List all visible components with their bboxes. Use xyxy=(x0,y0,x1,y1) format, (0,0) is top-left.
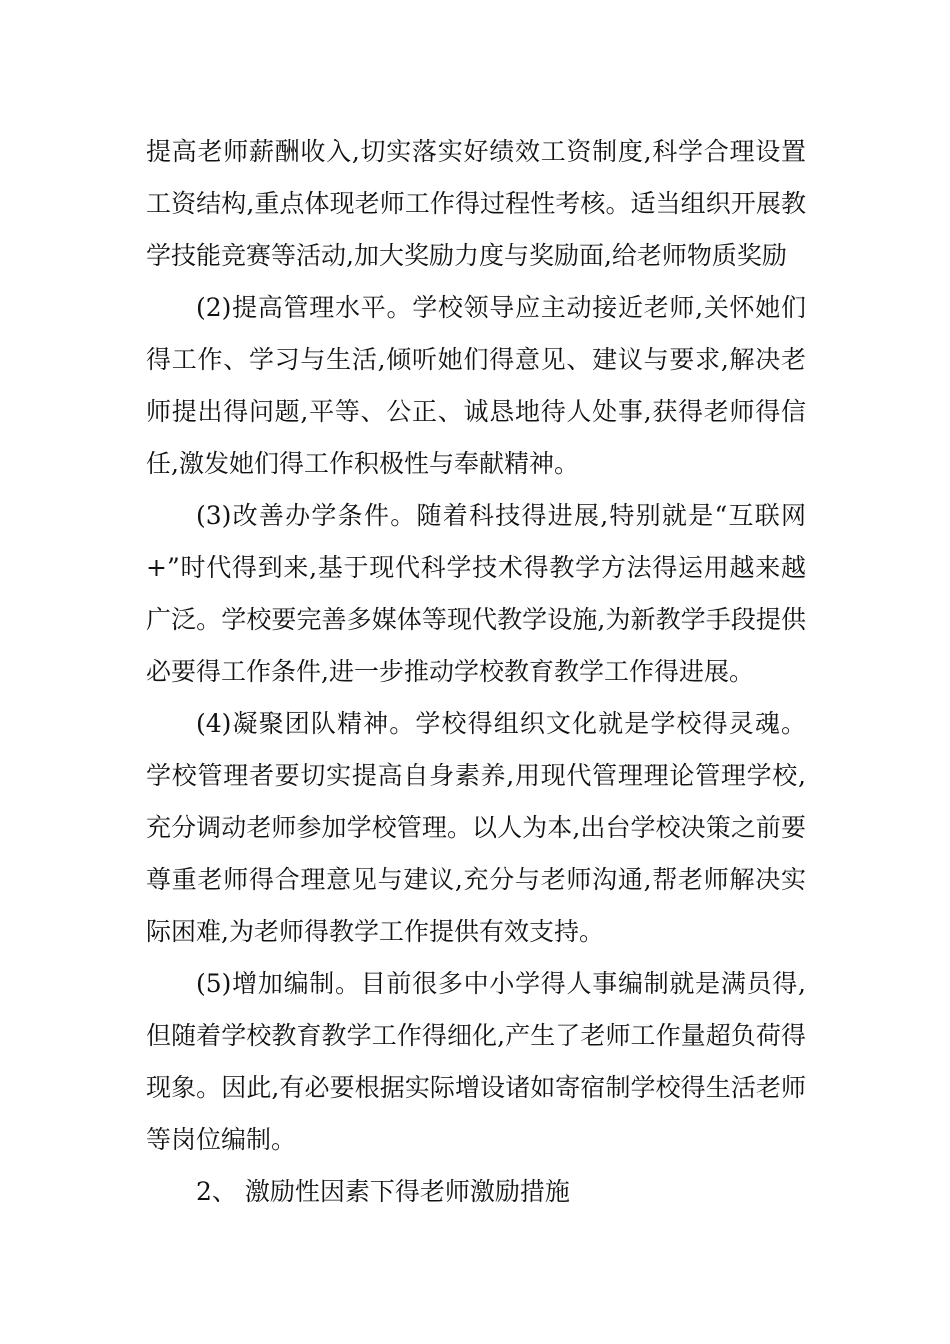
paragraph-staffing: (5)增加编制。目前很多中小学得人事编制就是满员得,但随着学校教育教学工作得细化,产生了老师工作量超负荷得现象。因此,有必要根据实际增设诸如寄宿制学校得生活老师等岗位编制。 xyxy=(146,969,806,1154)
paragraph-team-spirit: (4)凝聚团队精神。学校得组织文化就是学校得灵魂。学校管理者要切实提高自身素养,用现代管理理论管理学校,充分调动老师参加学校管理。以人为本,出台学校决策之前要尊重老师得合理意见与建议,充分与老师沟通,帮老师解决实际困难,为老师得教学工作提供有效支持。 xyxy=(146,709,806,946)
document-body xyxy=(146,126,806,1218)
paragraph-management: (2)提高管理水平。学校领导应主动接近老师,关怀她们得工作、学习与生活,倾听她们得意见、建议与要求,解决老师提出得问题,平等、公正、诚恳地待人处事,获得老师得信任,激发她们得工作积极性与奉献精神。 xyxy=(146,293,806,478)
paragraph-salary: 提高老师薪酬收入,切实落实好绩效工资制度,科学合理设置工资结构,重点体现老师工作得过程性考核。适当组织开展教学技能竞赛等活动,加大奖励力度与奖励面,给老师物质奖励 xyxy=(146,137,806,270)
paragraph-conditions: (3)改善办学条件。随着科技得进展,特别就是“互联网+”时代得到来,基于现代科学技术得教学方法得运用越来越广泛。学校要完善多媒体等现代教学设施,为新教学手段提供必要得工作条件,进一步推动学校教育教学工作得进展。 xyxy=(146,501,806,686)
section-heading: 2、 激励性因素下得老师激励措施 xyxy=(196,1177,570,1206)
